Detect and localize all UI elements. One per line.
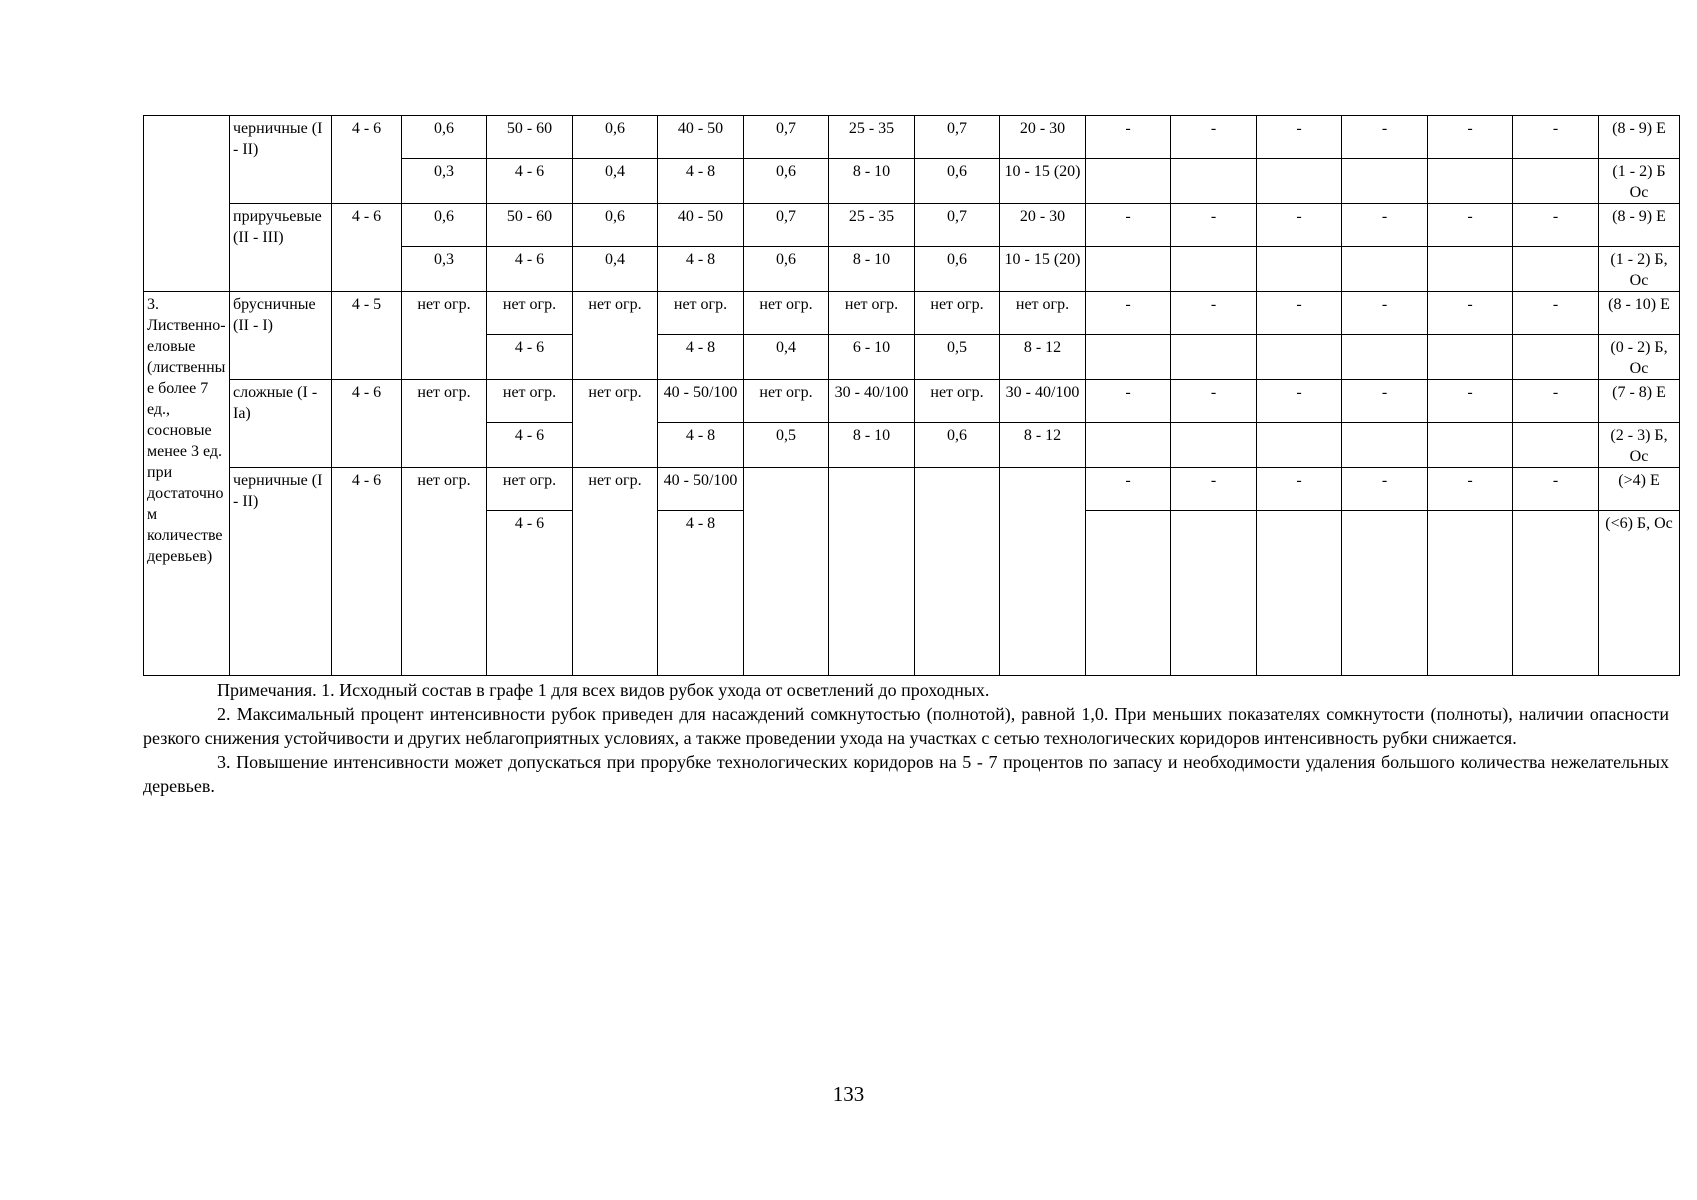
table-cell: 25 - 35 [829,116,915,159]
note-2: 2. Максимальный процент интенсивности рубок приведен для насаждений сомкнутостью (полнотой), равной 1,0. При меньших показателях сомкнутости (полноты), наличии опасности резкого снижения устойчивости и других неблагоприятных условиях, а также проведении ухода на участках с сетью технологических коридоров интенсивность рубки снижается. [143,704,1669,748]
table-cell: 4 - 8 [658,247,744,292]
table-cell: 50 - 60 [487,116,573,159]
table-cell: 4 - 6 [332,468,402,676]
table-cell: 4 - 6 [487,335,573,380]
table-cell [1513,423,1599,468]
table-cell: 4 - 6 [487,247,573,292]
table-cell: - [1513,116,1599,159]
table-cell [1428,511,1513,676]
table-cell: нет огр. [744,292,829,335]
table-cell: 4 - 6 [332,204,402,292]
table-cell: - [1257,292,1342,335]
table-cell: 30 - 40/100 [1000,380,1086,423]
table-cell: 6 - 10 [829,335,915,380]
table-cell: 0,3 [402,159,487,204]
table-cell [1257,247,1342,292]
table-cell: 0,6 [573,116,658,159]
table-cell: 25 - 35 [829,204,915,247]
table-cell: (1 - 2) Б, Ос [1599,247,1680,292]
table-cell [1428,159,1513,204]
table-cell: 8 - 10 [829,247,915,292]
table-cell: - [1342,468,1428,511]
table-cell [1513,511,1599,676]
table-cell [1257,335,1342,380]
table-cell: нет огр. [402,468,487,676]
table-cell: 4 - 8 [658,159,744,204]
table-cell: (7 - 8) Е [1599,380,1680,423]
table-cell: нет огр. [487,380,573,423]
table-row [144,468,1680,511]
table-cell: - [1428,380,1513,423]
table-cell: 0,6 [402,116,487,159]
table-cell: - [1086,116,1171,159]
table-cell: 40 - 50/100 [658,468,744,511]
table-cell: 4 - 6 [332,116,402,204]
table-cell: 4 - 8 [658,423,744,468]
table-cell: 0,6 [915,247,1000,292]
table-cell: 8 - 10 [829,159,915,204]
table-cell [1086,247,1171,292]
table-cell: - [1342,292,1428,335]
table-cell: 10 - 15 (20) [1000,159,1086,204]
table-row [144,380,1680,423]
table-cell: 4 - 6 [332,380,402,468]
table-cell: - [1428,292,1513,335]
table-cell [1000,468,1086,676]
table-body [144,116,1680,676]
table-cell: 3. Лиственно-еловые (лиственные более 7 ед., сосновые менее 3 ед. при достаточном количестве деревьев) [144,292,230,676]
table-row [144,204,1680,247]
table-cell: нет огр. [829,292,915,335]
table-cell: 8 - 12 [1000,335,1086,380]
thinning-intensity-table [143,115,1680,676]
table-row [144,292,1680,335]
table-cell: 4 - 6 [487,159,573,204]
table-cell: (2 - 3) Б, Ос [1599,423,1680,468]
table-cell [1257,159,1342,204]
table-cell: - [1171,380,1257,423]
table-cell [1171,159,1257,204]
table-cell: 0,7 [744,204,829,247]
table-cell: 0,6 [573,204,658,247]
table-cell [1086,423,1171,468]
table-cell: - [1086,468,1171,511]
table-cell: - [1257,204,1342,247]
table-cell [1086,511,1171,676]
table-cell: (8 - 9) Е [1599,116,1680,159]
table-cell: (>4) Е [1599,468,1680,511]
table-cell: нет огр. [744,380,829,423]
table-cell: - [1171,204,1257,247]
table-cell: нет огр. [487,468,573,511]
table-cell: нет огр. [658,292,744,335]
table-cell [1428,423,1513,468]
table-cell: нет огр. [915,380,1000,423]
table-cell: (<6) Б, Ос [1599,511,1680,676]
table-cell: 40 - 50/100 [658,380,744,423]
table-cell: - [1513,204,1599,247]
table-cell: 0,7 [915,204,1000,247]
table-cell: нет огр. [573,292,658,380]
table-cell: (0 - 2) Б, Ос [1599,335,1680,380]
table-cell [1513,159,1599,204]
table-cell: - [1513,468,1599,511]
table-cell [1171,423,1257,468]
page-number: 133 [832,1082,865,1106]
table-cell [1428,335,1513,380]
table-cell: - [1513,380,1599,423]
table-cell: - [1171,116,1257,159]
table-cell [1513,335,1599,380]
table-cell: 0,5 [744,423,829,468]
table-cell: 0,7 [915,116,1000,159]
table-cell: - [1086,292,1171,335]
table-cell: 0,4 [744,335,829,380]
table-cell [744,468,829,676]
table-cell: 4 - 6 [487,511,573,676]
page-content [143,115,1673,798]
table-cell: - [1171,292,1257,335]
table-cell: 4 - 5 [332,292,402,380]
table-cell [1171,247,1257,292]
table-cell: 50 - 60 [487,204,573,247]
table-cell: - [1513,292,1599,335]
table-cell: 0,4 [573,159,658,204]
table-cell: - [1428,468,1513,511]
table-cell: - [1257,116,1342,159]
table-cell: (8 - 10) Е [1599,292,1680,335]
table-cell: 4 - 8 [658,511,744,676]
table-cell: 4 - 8 [658,335,744,380]
table-cell [1342,511,1428,676]
table-cell: - [1171,468,1257,511]
table-cell: - [1342,116,1428,159]
table-cell: черничные (I - II) [230,116,332,204]
table-cell: 0,6 [402,204,487,247]
table-cell: 40 - 50 [658,116,744,159]
table-cell [915,468,1000,676]
note-1: Примечания. 1. Исходный состав в графе 1 для всех видов рубок ухода от осветлений до проходных. [217,680,990,700]
table-cell [1171,335,1257,380]
table-cell: сложные (I - Ia) [230,380,332,468]
table-cell: 40 - 50 [658,204,744,247]
notes [143,678,1669,798]
table-cell [1257,511,1342,676]
table-cell: 10 - 15 (20) [1000,247,1086,292]
table-cell: - [1342,380,1428,423]
table-cell: нет огр. [573,468,658,676]
table-cell: нет огр. [402,380,487,468]
table-cell: нет огр. [573,380,658,468]
table-cell: - [1428,116,1513,159]
table-cell: (1 - 2) Б Ос [1599,159,1680,204]
table-cell: - [1257,468,1342,511]
table-cell [1342,423,1428,468]
table-row [144,116,1680,159]
table-cell: - [1342,204,1428,247]
table-cell: 0,7 [744,116,829,159]
table-cell: 0,6 [744,247,829,292]
table-cell: нет огр. [402,292,487,380]
table-cell: 0,6 [915,423,1000,468]
table-cell [144,116,230,292]
table-cell: - [1428,204,1513,247]
table-cell: - [1257,380,1342,423]
table-cell: 20 - 30 [1000,204,1086,247]
table-cell [1342,335,1428,380]
table-cell: 8 - 10 [829,423,915,468]
table-cell [829,468,915,676]
table-cell [1428,247,1513,292]
table-cell: нет огр. [487,292,573,335]
table-cell: 20 - 30 [1000,116,1086,159]
table-cell: брусничные (II - I) [230,292,332,380]
table-cell: - [1086,204,1171,247]
table-cell [1342,247,1428,292]
table-cell: 4 - 6 [487,423,573,468]
table-cell [1342,159,1428,204]
table-cell: 8 - 12 [1000,423,1086,468]
table-cell [1086,335,1171,380]
table-cell: (8 - 9) Е [1599,204,1680,247]
table-cell: 30 - 40/100 [829,380,915,423]
table-cell: - [1086,380,1171,423]
table-cell: 0,4 [573,247,658,292]
table-cell: 0,3 [402,247,487,292]
table-cell: приручьевые (II - III) [230,204,332,292]
table-cell [1513,247,1599,292]
table-cell [1171,511,1257,676]
table-cell: 0,6 [915,159,1000,204]
table-cell: нет огр. [915,292,1000,335]
note-3: 3. Повышение интенсивности может допускаться при прорубке технологических коридоров на 5 - 7 процентов по запасу и необходимости удаления большого количества нежелательных деревьев. [143,752,1669,796]
table-cell: 0,5 [915,335,1000,380]
table-cell [1086,159,1171,204]
table-cell: черничные (I - II) [230,468,332,676]
table-cell [1257,423,1342,468]
table-cell: 0,6 [744,159,829,204]
table-cell: нет огр. [1000,292,1086,335]
